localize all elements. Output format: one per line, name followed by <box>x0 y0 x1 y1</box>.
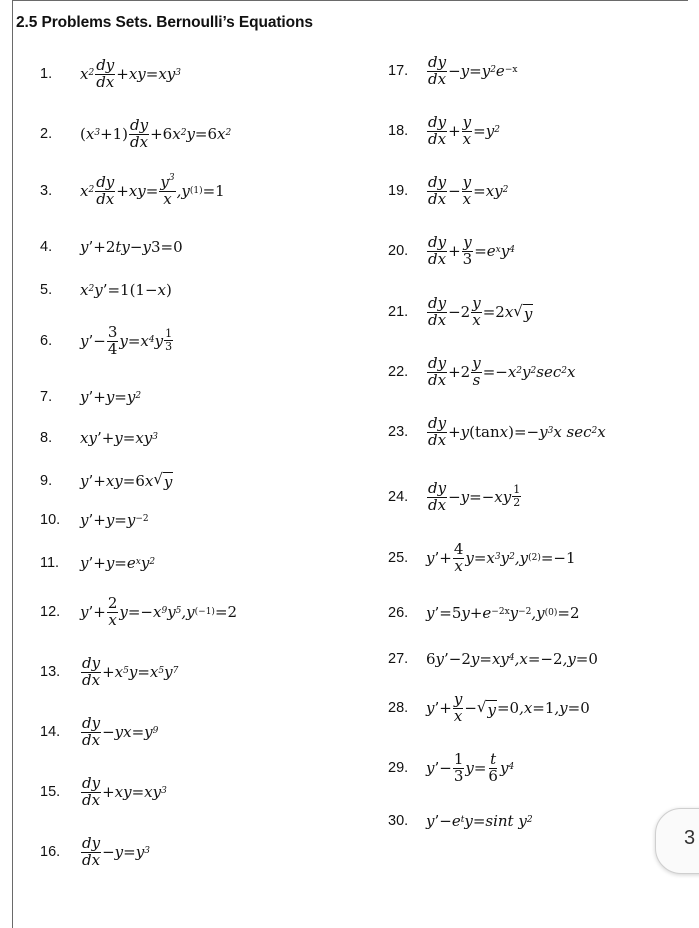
equation-1: x $^2$ $\frac{dy}{dx}$ +xy=xy $^3$ <box>80 56 182 91</box>
equation-23: $\frac{dy}{dx}$ + y (tan x )=− y $^3$ x sec $^2$ x <box>428 414 606 449</box>
problem-29: 29. y ’− $\frac{1}{3}$ y= $\frac{t}{6}$ y $^4$ <box>388 750 515 785</box>
equation-16: $\frac{dy}{dx}$ − y=y $^3$ <box>82 834 150 869</box>
problem-21: 21. $\frac{dy}{dx}$ −2 $\frac{y}{x}$ = 2 x √ y <box>388 294 533 329</box>
equation-25: y ’+ $\frac{4}{x}$ y=x $^3$ y $^2$ ,y (2) =−1 <box>426 540 576 575</box>
equation-12: y ’+ $\frac{2}{x}$ y=−x $^9$ y $^5$ ,y (−1) =2 <box>80 594 238 629</box>
problem-30: 30. y ’− e $^t$ y=sint y $^2$ <box>388 812 533 830</box>
equation-14: $\frac{dy}{dx}$ − yx=y $^9$ <box>82 714 159 749</box>
equation-28: y ’+ $\frac{y}{x}$ − √ y = 0 ,x= 1 ,y= 0 <box>426 690 590 725</box>
equation-15: $\frac{dy}{dx}$ +xy=xy $^3$ <box>82 774 167 809</box>
equation-30: y ’− e $^t$ y=sint y $^2$ <box>426 812 533 830</box>
equation-10: y ’+ y=y $^{-2}$ <box>80 511 149 529</box>
problem-25: 25. y ’+ $\frac{4}{x}$ y=x $^3$ y $^2$ ,y (2) =−1 <box>388 540 576 575</box>
problem-22: 22. $\frac{dy}{dx}$ +2 $\frac{y}{s}$ =−x $^2$ y $^2$ sec $^2$ x <box>388 354 576 389</box>
equation-17: $\frac{dy}{dx}$ − y=y $^2$ e $^{-x}$ <box>428 53 518 88</box>
problem-6: 6. y ’− $\frac{3}{4}$ y=x $^4$ y $^{\frac{1}{3}}$ <box>40 323 173 358</box>
problem-5: 5. x $^2$ y ’=1(1− x ) <box>40 281 172 299</box>
page-number-label: 3 <box>684 827 696 849</box>
equation-22: $\frac{dy}{dx}$ +2 $\frac{y}{s}$ =−x $^2$ y $^2$ sec $^2$ x <box>428 354 576 389</box>
equation-24: $\frac{dy}{dx}$ − y=−xy $^{\frac{1}{2}}$ <box>428 479 521 514</box>
equation-29: y ’− $\frac{1}{3}$ y= $\frac{t}{6}$ y $^4$ <box>426 750 515 785</box>
problem-20: 20. $\frac{dy}{dx}$ + $\frac{y}{3}$ =e $^x$ y $^4$ <box>388 233 515 268</box>
page-number-tab[interactable] <box>655 808 699 874</box>
equation-13: $\frac{dy}{dx}$ +x $^5$ y=x $^5$ y $^7$ <box>82 654 179 689</box>
equation-20: $\frac{dy}{dx}$ + $\frac{y}{3}$ =e $^x$ y $^4$ <box>428 233 515 268</box>
problem-18: 18. $\frac{dy}{dx}$ + $\frac{y}{x}$ =y $^2$ <box>388 113 500 148</box>
problem-24: 24. $\frac{dy}{dx}$ − y=−xy $^{\frac{1}{2}}$ <box>388 479 521 514</box>
equation-27: 6 y ’−2 y=xy $^4$ ,x=− 2 ,y= 0 <box>426 650 598 668</box>
problem-23: 23. $\frac{dy}{dx}$ + y (tan x )=− y $^3$ x sec $^2$ x <box>388 414 606 449</box>
equation-5: x $^2$ y ’=1(1− x ) <box>80 281 172 299</box>
page-title: 2.5 Problems Sets. Bernoulli’s Equations <box>16 14 313 31</box>
problem-11: 11. y ’+ y=e $^x$ y $^2$ <box>40 554 156 572</box>
problem-26: 26. y ’=5 y+e $^{-2x}$ y $^{-2}$ ,y (0) =2 <box>388 604 580 622</box>
problem-3: 3. x $^2$ $\frac{dy}{dx}$ +xy= $\frac{y^3}{x}$ ,y (1) =1 <box>40 173 225 208</box>
problem-4: 4. y ’+2 ty − y 3=0 <box>40 238 183 256</box>
equation-4: y ’+2 ty − y 3=0 <box>80 238 183 256</box>
equation-18: $\frac{dy}{dx}$ + $\frac{y}{x}$ =y $^2$ <box>428 113 500 148</box>
problem-9: 9. y ’+ xy= 6 x √ y <box>40 470 173 491</box>
equation-2: ( x $^3$ +1) $\frac{dy}{dx}$ +6 x $^2$ y= 6 x $^2$ <box>80 116 232 151</box>
equation-19: $\frac{dy}{dx}$ − $\frac{y}{x}$ =xy $^2$ <box>428 173 509 208</box>
equation-7: y ’+ y=y $^2$ <box>80 388 142 406</box>
problem-7: 7. y ’+ y=y $^2$ <box>40 388 142 406</box>
problem-16: 16. $\frac{dy}{dx}$ − y=y $^3$ <box>40 834 150 869</box>
equation-9: y ’+ xy= 6 x √ y <box>80 470 173 491</box>
equation-3: x $^2$ $\frac{dy}{dx}$ +xy= $\frac{y^3}{x}$ ,y (1) =1 <box>80 173 225 208</box>
equation-8: xy ’+ y=xy $^3$ <box>80 429 158 447</box>
problem-15: 15. $\frac{dy}{dx}$ +xy=xy $^3$ <box>40 774 167 809</box>
problem-14: 14. $\frac{dy}{dx}$ − yx=y $^9$ <box>40 714 159 749</box>
problem-10: 10. y ’+ y=y $^{-2}$ <box>40 511 149 529</box>
problem-27: 27. 6 y ’−2 y=xy $^4$ ,x=− 2 ,y= 0 <box>388 650 598 668</box>
equation-11: y ’+ y=e $^x$ y $^2$ <box>80 554 156 572</box>
problem-28: 28. y ’+ $\frac{y}{x}$ − √ y = 0 ,x= 1 ,y= 0 <box>388 690 590 725</box>
equation-21: $\frac{dy}{dx}$ −2 $\frac{y}{x}$ = 2 x √ y <box>428 294 533 329</box>
problem-17: 17. $\frac{dy}{dx}$ − y=y $^2$ e $^{-x}$ <box>388 53 518 88</box>
problem-2: 2. ( x $^3$ +1) $\frac{dy}{dx}$ +6 x $^2$ y= 6 x $^2$ <box>40 116 232 151</box>
problem-19: 19. $\frac{dy}{dx}$ − $\frac{y}{x}$ =xy $^2$ <box>388 173 509 208</box>
equation-26: y ’=5 y+e $^{-2x}$ y $^{-2}$ ,y (0) =2 <box>426 604 580 622</box>
problem-13: 13. $\frac{dy}{dx}$ +x $^5$ y=x $^5$ y $^7$ <box>40 654 179 689</box>
problem-12: 12. y ’+ $\frac{2}{x}$ y=−x $^9$ y $^5$ ,y (−1) =2 <box>40 594 238 629</box>
problem-8: 8. xy ’+ y=xy $^3$ <box>40 429 158 447</box>
equation-6: y ’− $\frac{3}{4}$ y=x $^4$ y $^{\frac{1}{3}}$ <box>80 323 173 358</box>
problem-1: 1. x $^2$ $\frac{dy}{dx}$ +xy=xy $^3$ <box>40 56 182 91</box>
